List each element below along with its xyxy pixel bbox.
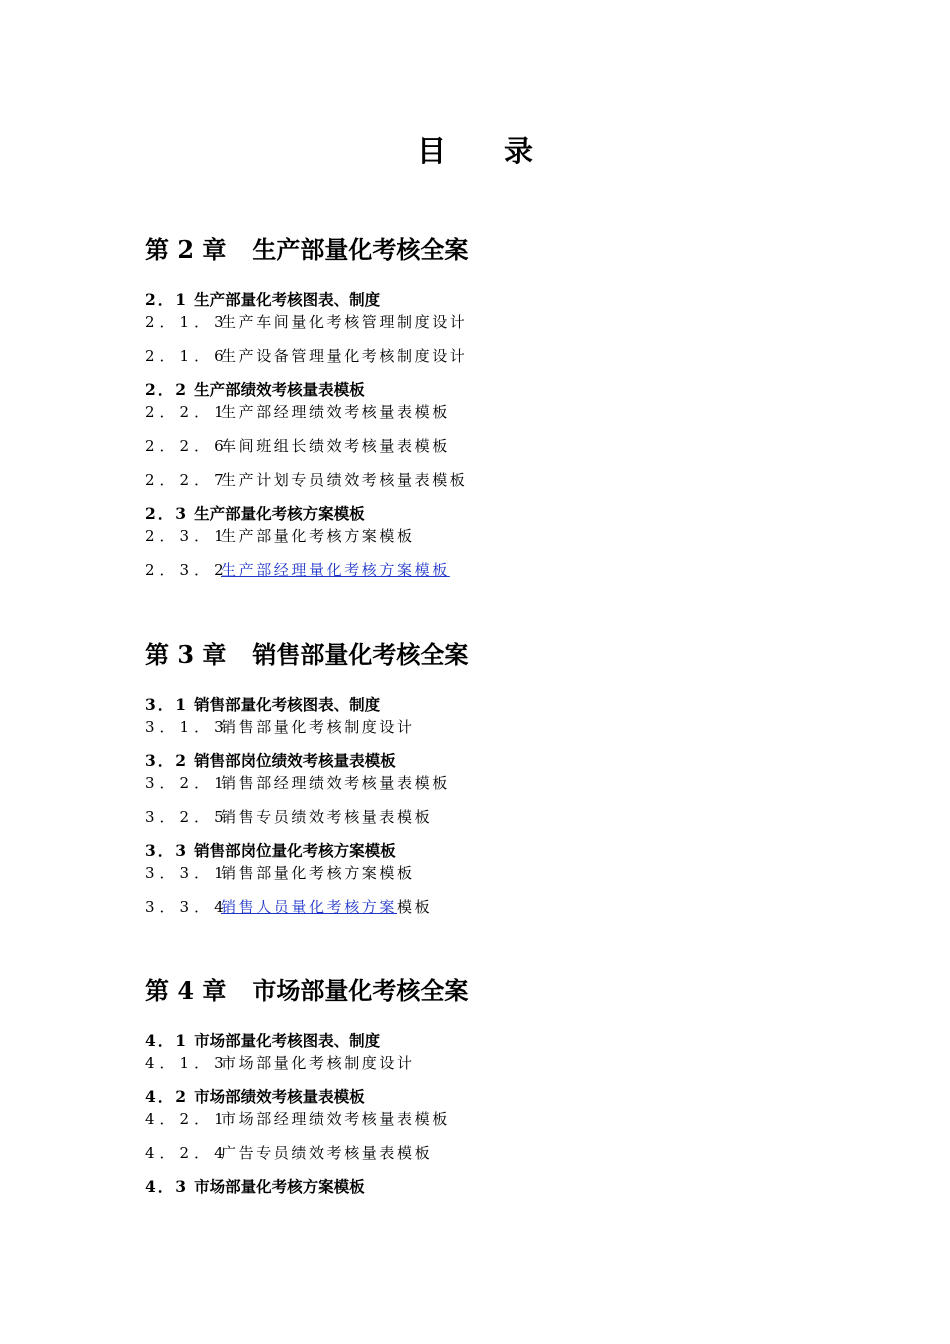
item-text: 生产计划专员绩效考核量表模板: [221, 471, 468, 489]
item-text: 销售部经理绩效考核量表模板: [221, 774, 450, 792]
item-number: 2．2．1: [145, 403, 229, 421]
item-number: 2．2．7: [145, 471, 229, 489]
chapter-2: [145, 235, 845, 581]
toc-item: [145, 1142, 845, 1164]
item-text: 销售部量化考核方案模板: [221, 864, 415, 882]
toc-item: [145, 435, 845, 457]
item-text: 广告专员绩效考核量表模板: [221, 1144, 433, 1162]
toc-item: [145, 311, 845, 333]
section-name: 市场部绩效考核量表模板: [194, 1087, 365, 1106]
chapter-name: 生产部量化考核全案: [252, 235, 469, 264]
item-number: 3．1．3: [145, 718, 229, 736]
section-name: 生产部绩效考核量表模板: [194, 380, 365, 399]
toc-item: [145, 1108, 845, 1130]
item-text: 市场部经理绩效考核量表模板: [221, 1110, 450, 1128]
toc-item: [145, 559, 845, 581]
item-number: 4．1．3: [145, 1054, 229, 1072]
chapter-name: 市场部量化考核全案: [252, 976, 469, 1005]
section-title: [145, 1176, 845, 1198]
section-title: [145, 750, 845, 772]
section-title: [145, 694, 845, 716]
item-number: 2．1．6: [145, 347, 229, 365]
item-number: 2．1．3: [145, 313, 229, 331]
toc-item: [145, 1052, 845, 1074]
item-text: 生产部经理绩效考核量表模板: [221, 403, 450, 421]
toc-item: [145, 469, 845, 491]
section-number: 2．1: [145, 290, 189, 309]
section-name: 市场部量化考核方案模板: [194, 1177, 365, 1196]
item-number: 2．2．6: [145, 437, 229, 455]
section-number: 3．2: [145, 751, 189, 770]
section-name: 生产部量化考核方案模板: [194, 504, 365, 523]
section-name: 销售部岗位绩效考核量表模板: [194, 751, 396, 770]
item-number: 3．3．1: [145, 864, 229, 882]
item-number: 3．3．4: [145, 898, 229, 916]
toc-link[interactable]: 生产部经理量化考核方案模板: [221, 561, 450, 579]
chapter-name: 销售部量化考核全案: [252, 640, 469, 669]
section-name: 销售部量化考核图表、制度: [194, 695, 381, 714]
chapter-4: [145, 976, 845, 1198]
chapter-title: [145, 640, 845, 670]
item-text: 销售部量化考核制度设计: [221, 718, 415, 736]
item-number: 3．2．5: [145, 808, 229, 826]
section-title: [145, 1086, 845, 1108]
chapter-3: [145, 640, 845, 918]
toc-item: [145, 716, 845, 738]
toc-item: [145, 525, 845, 547]
item-text: 市场部量化考核制度设计: [221, 1054, 415, 1072]
item-number: 4．2．1: [145, 1110, 229, 1128]
chapter-title: [145, 976, 845, 1006]
chapter-number: 第 2 章: [145, 235, 227, 264]
section-number: 4．2: [145, 1087, 189, 1106]
item-text: 生产部量化考核方案模板: [221, 527, 415, 545]
toc-item: [145, 772, 845, 794]
item-text: 模板: [397, 898, 433, 916]
section-title: [145, 1030, 845, 1052]
item-number: 3．2．1: [145, 774, 229, 792]
toc-item: [145, 345, 845, 367]
section-name: 销售部岗位量化考核方案模板: [194, 841, 396, 860]
section-number: 3．3: [145, 841, 189, 860]
item-number: 2．3．2: [145, 561, 229, 579]
section-number: 4．1: [145, 1031, 189, 1050]
section-name: 生产部量化考核图表、制度: [194, 290, 381, 309]
item-number: 4．2．4: [145, 1144, 229, 1162]
chapter-title: [145, 235, 845, 265]
item-text: 销售专员绩效考核量表模板: [221, 808, 433, 826]
toc-link[interactable]: 销售人员量化考核方案: [221, 898, 398, 916]
section-number: 2．3: [145, 504, 189, 523]
item-text: 生产设备管理量化考核制度设计: [221, 347, 468, 365]
item-number: 2．3．1: [145, 527, 229, 545]
chapter-number: 第 3 章: [145, 640, 227, 669]
item-text: 生产车间量化考核管理制度设计: [221, 313, 468, 331]
item-text: 车间班组长绩效考核量表模板: [221, 437, 450, 455]
section-title: [145, 379, 845, 401]
toc-item: [145, 896, 845, 918]
chapter-number: 第 4 章: [145, 976, 227, 1005]
toc-item: [145, 401, 845, 423]
section-name: 市场部量化考核图表、制度: [194, 1031, 381, 1050]
page-title: 目 录: [416, 134, 558, 168]
toc-item: [145, 862, 845, 884]
section-number: 3．1: [145, 695, 189, 714]
section-number: 2．2: [145, 380, 189, 399]
section-title: [145, 289, 845, 311]
section-title: [145, 503, 845, 525]
section-title: [145, 840, 845, 862]
toc-item: [145, 806, 845, 828]
section-number: 4．3: [145, 1177, 189, 1196]
